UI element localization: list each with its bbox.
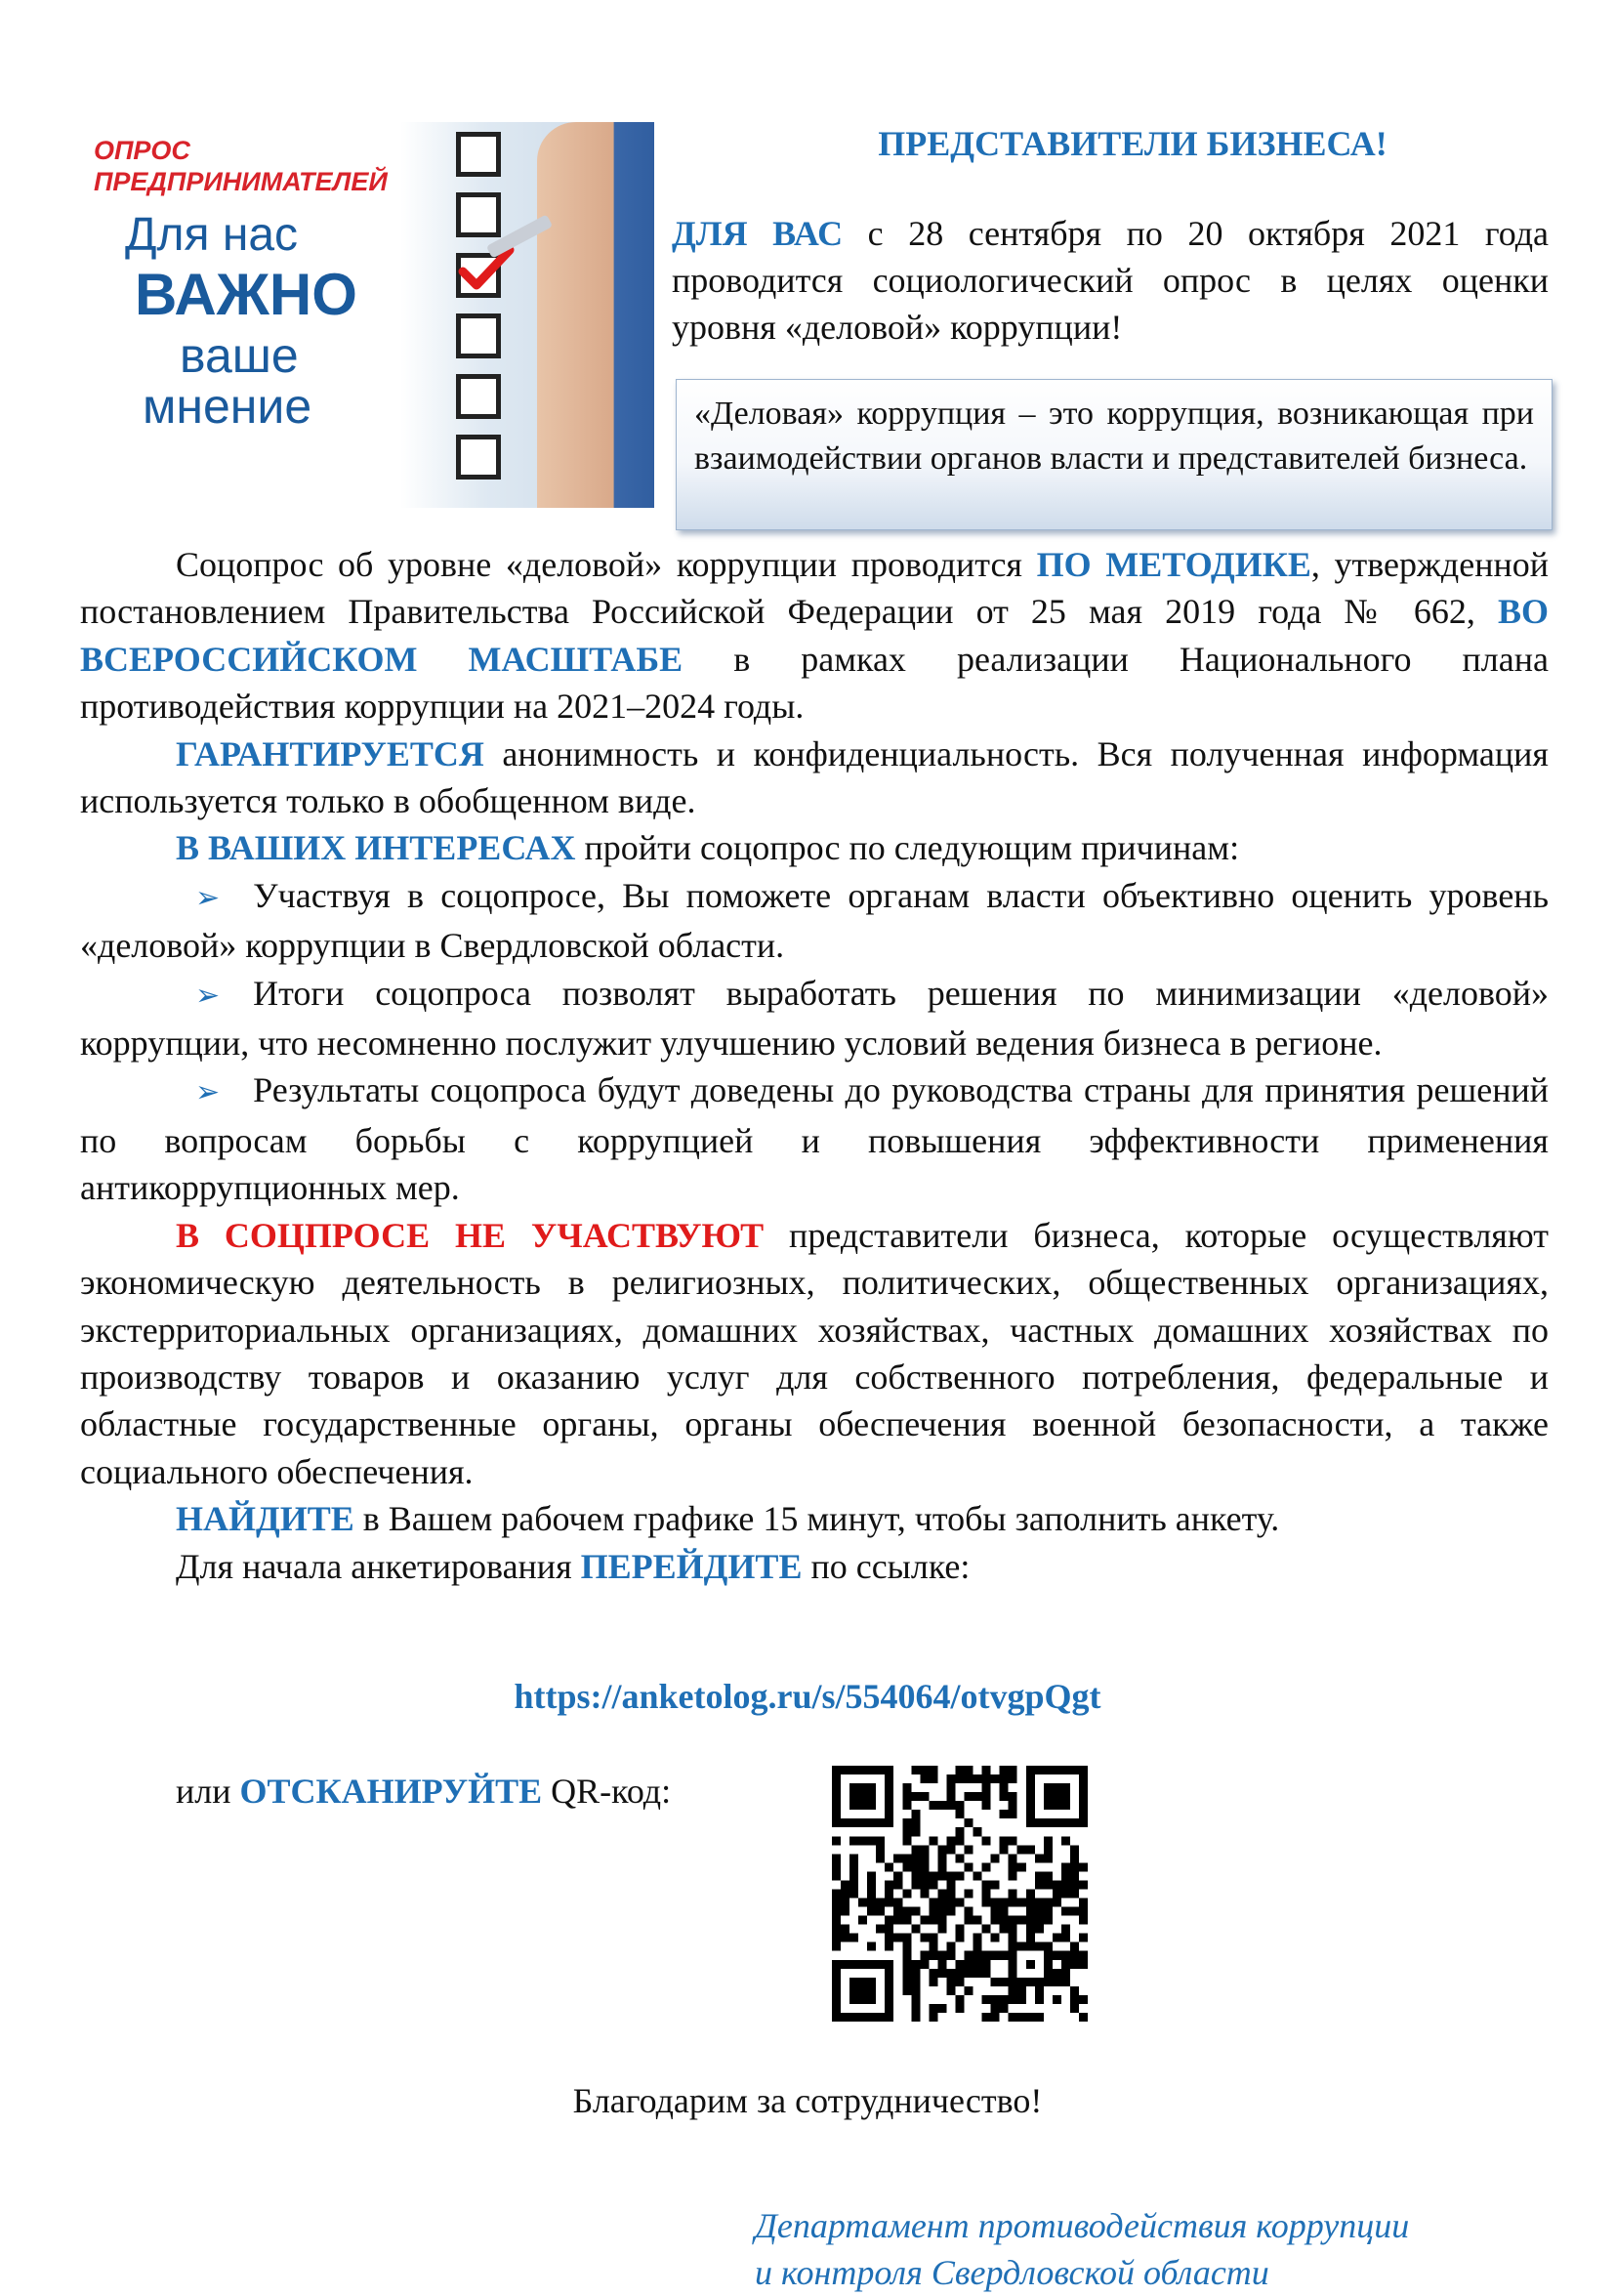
highlight-go: ПЕРЕЙДИТЕ — [580, 1546, 803, 1586]
bullet-text: Результаты соцопроса будут доведены до руководства страны для принятия решений по вопросам борьбы с коррупцией и повышения эффективности применения антикоррупционных мер. — [80, 1070, 1549, 1208]
text-span: анонимность и конфиденциальность. Вся полученная информация используется только в обобщенном виде. — [80, 733, 1549, 821]
highlight-methodology: ПО МЕТОДИКЕ — [1036, 545, 1311, 584]
text-span: Для начала анкетирования — [176, 1546, 581, 1586]
highlight-guaranteed: ГАРАНТИРУЕТСЯ — [176, 733, 484, 773]
highlight-interest: В ВАШИХ ИНТЕРЕСАХ — [176, 828, 576, 868]
text-span: в Вашем рабочем графике 15 минут, чтобы заполнить анкету. — [353, 1499, 1280, 1539]
scan-qr-text — [176, 1771, 671, 1812]
list-item — [80, 872, 1549, 970]
interest-paragraph — [80, 824, 1549, 871]
thanks-text: Благодарим за сотрудничество! — [572, 2081, 1043, 2120]
checkbox-icon — [456, 435, 501, 480]
list-item — [80, 1066, 1549, 1211]
banner-for-us: Для нас — [125, 209, 299, 261]
banner-opinion: мнение — [143, 379, 312, 434]
go-to-link-paragraph — [80, 1543, 1549, 1590]
bullet-text: Участвуя в соцопросе, Вы поможете органам власти объективно оценить уровень «деловой» коррупции в Свердловской области. — [80, 875, 1549, 966]
text-span: или — [176, 1772, 240, 1811]
survey-banner-image — [90, 122, 654, 508]
qr-code[interactable] — [832, 1766, 1088, 2022]
checkbox-icon — [456, 313, 501, 358]
banner-your: ваше — [180, 328, 299, 383]
highlight-find: НАЙДИТЕ — [176, 1499, 354, 1539]
checkbox-icon — [456, 374, 501, 419]
banner-important: ВАЖНО — [135, 262, 357, 327]
arrow-bullet-icon: ➢ — [195, 978, 221, 1013]
checkbox-icon — [456, 132, 501, 177]
checkbox-checked-icon — [456, 253, 501, 298]
arrow-bullet-icon: ➢ — [195, 1075, 221, 1110]
methodology-paragraph — [80, 541, 1549, 731]
department-signature — [755, 2202, 1409, 2296]
banner-entrepreneurs-label: ПРЕДПРИНИМАТЕЛЕЙ — [94, 167, 388, 196]
text-span: Соцопрос об уровне «деловой» коррупции проводится — [176, 545, 1037, 584]
highlight-scan: ОТСКАНИРУЙТЕ — [239, 1772, 543, 1811]
headline: ПРЕДСТАВИТЕЛИ БИЗНЕСА! — [878, 124, 1387, 163]
definition-box: «Деловая» коррупция – это коррупция, возникающая при взаимодействии органов власти и представителей бизнеса. — [676, 379, 1553, 530]
arrow-bullet-icon: ➢ — [195, 880, 221, 915]
department-line-1: Департамент противодействия коррупции — [755, 2206, 1410, 2245]
intro-paragraph — [672, 210, 1549, 351]
text-span: в рамках реализации Национального плана противодействия коррупции на 2021–2024 годы. — [80, 639, 1549, 727]
survey-link[interactable]: https://anketolog.ru/s/554064/otvgpQgt — [514, 1677, 1101, 1716]
text-span: представители бизнеса, которые осуществляют экономическую деятельность в религиозных, политических, общественных организациях, экстерриториальных организациях, домашних хозяйствах, частных домашних хозяйствах по производству товаров и оказанию услуг для собственного потребления, федеральные и областные государственные органы, органы обеспечения военной безопасности, а также социального обеспечения. — [80, 1215, 1549, 1491]
text-span: по ссылке: — [802, 1546, 971, 1586]
text-span: , утвержденной постановлением Правительства Российской Федерации от 25 мая 2019 года № 662, — [80, 545, 1549, 632]
list-item — [80, 970, 1549, 1067]
text-span: пройти соцопрос по следующим причинам: — [575, 828, 1240, 868]
highlight-nationwide: ВО ВСЕРОССИЙСКОМ МАСШТАБЕ — [80, 592, 1549, 679]
intro-text: с 28 сентября по 20 октября 2021 года проводится социологический опрос в целях оценки уровня «деловой» коррупции! — [672, 214, 1549, 347]
banner-survey-label: ОПРОС — [94, 136, 190, 165]
text-span: QR-код: — [542, 1772, 672, 1811]
main-body — [80, 541, 1549, 1590]
bullet-text: Итоги соцопроса позволят выработать решения по минимизации «деловой» коррупции, что несомненно послужит улучшению условий ведения бизнеса в регионе. — [80, 973, 1549, 1064]
hand-graphic — [537, 122, 654, 508]
checkbox-icon — [456, 192, 501, 237]
department-line-2: и контроля Свердловской области — [755, 2253, 1269, 2292]
exclusion-paragraph — [80, 1212, 1549, 1495]
intro-lead: ДЛЯ ВАС — [672, 214, 844, 253]
find-time-paragraph — [80, 1495, 1549, 1542]
highlight-not-participating: В СОЦПРОСЕ НЕ УЧАСТВУЮТ — [176, 1215, 765, 1255]
guarantee-paragraph — [80, 731, 1549, 825]
